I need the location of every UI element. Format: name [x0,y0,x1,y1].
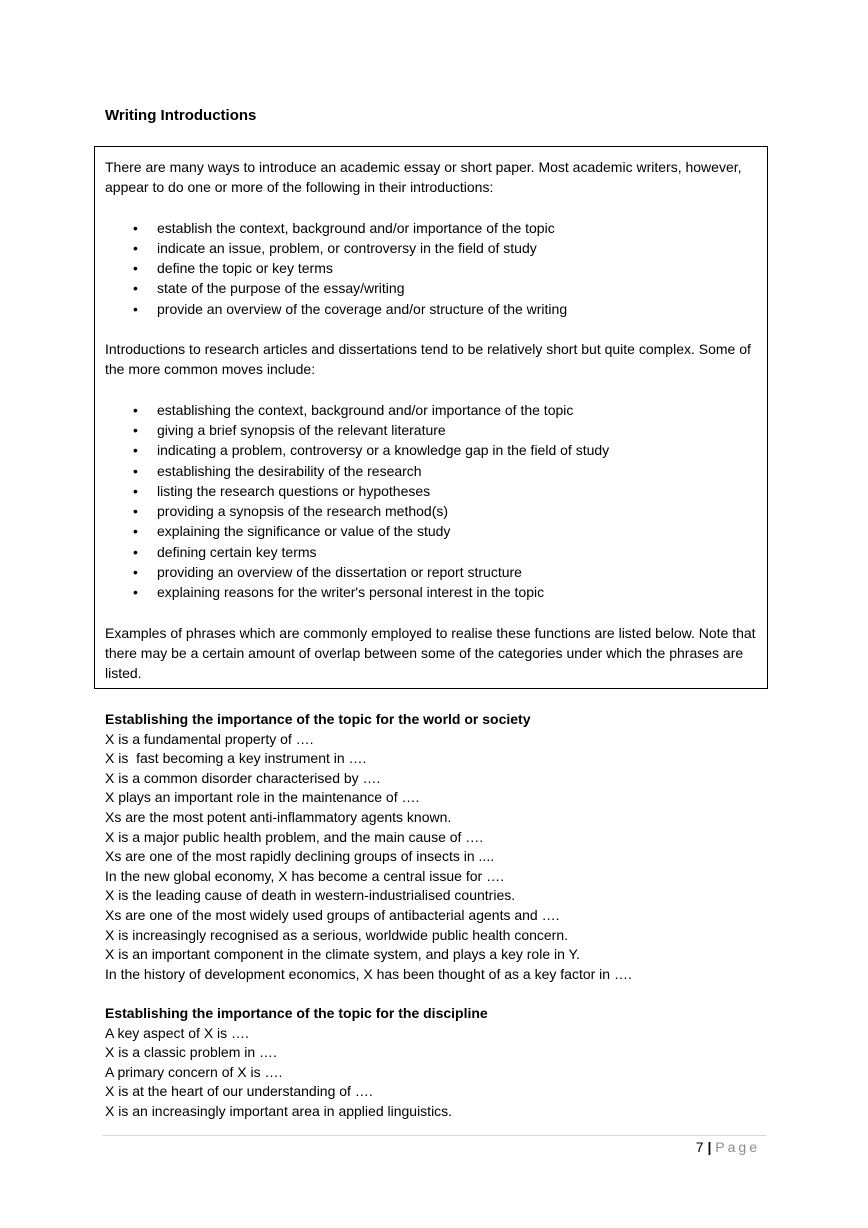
phrase-line: Xs are one of the most widely used groups of antibacterial agents and …. [105,906,560,923]
phrase-line: X is fast becoming a key instrument in …. [105,750,367,767]
section-world-importance [105,710,805,984]
research-intro-paragraph: Introductions to research articles and dissertations tend to be relatively short but quite complex. Some of the more common moves include: [105,341,751,378]
list-item: • explaining reasons for the writer's personal interest in the topic [105,582,757,602]
list-item: • establish the context, background and/or importance of the topic [105,218,757,238]
moves-list [105,400,757,603]
page-number: 7 [695,1139,704,1155]
phrase-line: Xs are the most potent anti-inflammatory agents known. [105,808,452,825]
list-item: • explaining the significance or value of the study [105,521,757,541]
list-item: • indicating a problem, controversy or a knowledge gap in the field of study [105,440,757,460]
phrase-line: A key aspect of X is …. [105,1024,249,1041]
list-item: • providing an overview of the dissertation or report structure [105,562,757,582]
page-title: Writing Introductions [105,107,257,124]
phrase-line: X is an important component in the climate system, and plays a key role in Y. [105,946,580,963]
list-item: • establishing the desirability of the research [105,461,757,481]
list-item: • provide an overview of the coverage and/or structure of the writing [105,299,757,319]
section-discipline-importance [105,1004,805,1122]
list-item: • state of the purpose of the essay/writing [105,278,757,298]
phrase-line: X plays an important role in the maintenance of …. [105,789,420,806]
examples-note-paragraph: Examples of phrases which are commonly employed to realise these functions are listed below. Note that there may be a certain amount of overlap between some of the categories under which the phrases are listed. [105,624,756,682]
list-item: • define the topic or key terms [105,258,757,278]
section-heading: Establishing the importance of the topic for the discipline [105,1005,488,1021]
footer-divider [102,1135,766,1136]
page-label: Page [715,1139,760,1155]
intro-paragraph: There are many ways to introduce an academic essay or short paper. Most academic writers, however, appear to do one or more of the following in their introductions: [105,159,742,196]
page-footer [696,1138,760,1156]
list-item: • establishing the context, background and/or importance of the topic [105,400,757,420]
intro-box [94,146,768,689]
phrase-line: In the new global economy, X has become a central issue for …. [105,867,504,884]
phrase-line: X is a classic problem in …. [105,1044,277,1061]
phrase-line: A primary concern of X is …. [105,1063,283,1080]
list-item: • defining certain key terms [105,542,757,562]
phrase-line: X is a fundamental property of …. [105,730,314,747]
phrase-line: X is an increasingly important area in applied linguistics. [105,1102,453,1119]
footer-separator: | [707,1139,712,1155]
phrase-line: Xs are one of the most rapidly declining groups of insects in .... [105,848,495,865]
list-item: • listing the research questions or hypotheses [105,481,757,501]
intro-list [105,218,757,319]
phrase-line: X is a common disorder characterised by …. [105,769,381,786]
phrase-line: In the history of development economics, X has been thought of as a key factor in …. [105,965,632,982]
phrase-line: X is at the heart of our understanding of …. [105,1083,373,1100]
list-item: • giving a brief synopsis of the relevant literature [105,420,757,440]
list-item: • indicate an issue, problem, or controversy in the field of study [105,238,757,258]
phrase-line: X is a major public health problem, and the main cause of …. [105,828,484,845]
list-item: • providing a synopsis of the research method(s) [105,501,757,521]
phrase-line: X is increasingly recognised as a serious, worldwide public health concern. [105,926,569,943]
section-heading: Establishing the importance of the topic for the world or society [105,711,531,727]
phrase-line: X is the leading cause of death in western-industrialised countries. [105,887,516,904]
